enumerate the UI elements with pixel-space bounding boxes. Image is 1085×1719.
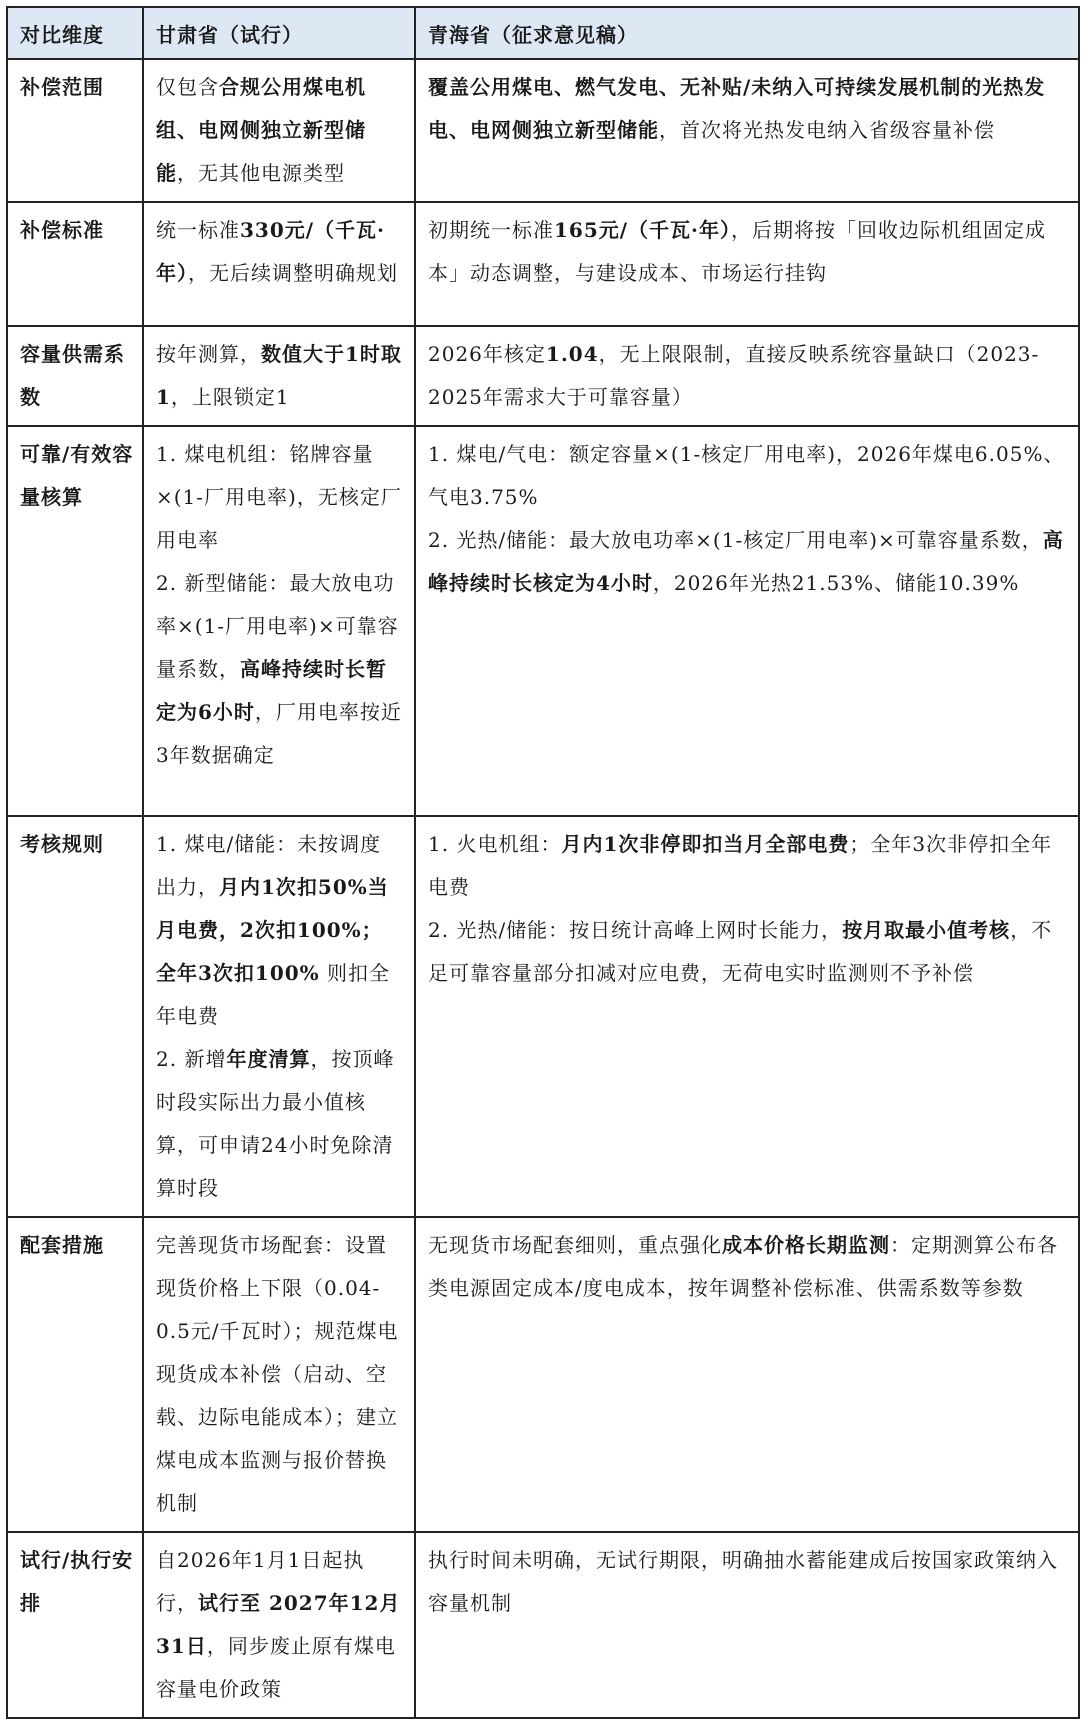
- header-gansu: 甘肃省（试行）: [143, 7, 415, 59]
- cell-paragraph: [428, 433, 1066, 519]
- text: ，后期将按「回收边际机组固定成本」动态调整，与建设成本、市场运行挂钩: [428, 218, 1047, 285]
- dimension-cell: 可靠/有效容量核算: [7, 426, 143, 816]
- cell-paragraph: [428, 1539, 1066, 1625]
- dimension-cell: 考核规则: [7, 816, 143, 1217]
- table-row: [7, 1217, 1079, 1532]
- cell-paragraph: [156, 333, 402, 419]
- header-row: [7, 7, 1079, 59]
- dimension-cell: 补偿范围: [7, 59, 143, 202]
- cell-paragraph: [428, 1224, 1066, 1310]
- gansu-cell: [143, 426, 415, 816]
- text: 自2026年1月1日起执行，: [156, 1548, 365, 1615]
- qinghai-cell: [415, 1532, 1079, 1718]
- bold-text: 成本价格长期监测: [722, 1233, 890, 1257]
- table-row: [7, 326, 1079, 426]
- bold-text: 合规公用煤电机组、电网侧独立新型储能: [156, 75, 366, 185]
- cell-paragraph: [156, 823, 402, 1038]
- gansu-cell: [143, 202, 415, 326]
- qinghai-cell: [415, 816, 1079, 1217]
- bold-text: 数值大于1时取1: [156, 342, 402, 409]
- text: ，不足可靠容量部分扣减对应电费，无荷电实时监测则不予补偿: [428, 918, 1053, 985]
- bold-text: 高峰持续时长暂定为6小时: [156, 657, 387, 724]
- text: 2. 新增: [156, 1047, 227, 1071]
- cell-paragraph: [428, 209, 1066, 295]
- dimension-cell: 容量供需系数: [7, 326, 143, 426]
- text: 统一标准: [156, 218, 240, 242]
- table-body: [7, 59, 1079, 1718]
- text: ：定期测算公布各类电源固定成本/度电成本，按年调整补偿标准、供需系数等参数: [428, 1233, 1058, 1300]
- text: ，厂用电率按近3年数据确定: [156, 700, 402, 767]
- text: 按年测算，: [156, 342, 261, 366]
- text: ，无其他电源类型: [177, 161, 345, 185]
- bold-text: 按月取最小值考核: [842, 918, 1011, 942]
- gansu-cell: [143, 59, 415, 202]
- text: 2. 光热/储能：最大放电功率×(1-核定厂用电率)×可靠容量系数，: [428, 528, 1043, 552]
- table-row: [7, 1532, 1079, 1718]
- cell-paragraph: [428, 909, 1066, 995]
- gansu-cell: [143, 816, 415, 1217]
- gansu-cell: [143, 326, 415, 426]
- bold-text: 330元/（千瓦·年）: [156, 218, 386, 285]
- cell-paragraph: [156, 66, 402, 195]
- cell-paragraph: [156, 562, 402, 777]
- text: 无现货市场配套细则，重点强化: [428, 1233, 722, 1257]
- text: ，首次将光热发电纳入省级容量补偿: [659, 118, 995, 142]
- text: ，无后续调整明确规划: [188, 261, 398, 285]
- bold-text: 覆盖公用煤电、燃气发电、无补贴/未纳入可持续发展机制的光热发电、电网侧独立新型储能: [428, 75, 1046, 142]
- text: 2026年核定: [428, 342, 546, 366]
- text: 则扣全年电费: [156, 961, 391, 1028]
- text: 1. 煤电机组：铭牌容量×(1-厂用电率)，无核定厂用电率: [156, 442, 402, 552]
- table-row: [7, 426, 1079, 816]
- qinghai-cell: [415, 59, 1079, 202]
- dimension-cell: 补偿标准: [7, 202, 143, 326]
- bold-text: 1.04: [545, 342, 599, 366]
- text: ，同步废止原有煤电容量电价政策: [156, 1634, 396, 1701]
- header-dimension: 对比维度: [7, 7, 143, 59]
- text: ；全年3次非停扣全年电费: [428, 832, 1053, 899]
- cell-paragraph: [428, 519, 1066, 605]
- text: 2. 光热/储能：按日统计高峰上网时长能力，: [428, 918, 843, 942]
- cell-paragraph: [156, 1224, 402, 1525]
- text: 1. 煤电/气电：额定容量×(1-核定厂用电率)，2026年煤电6.05%、气电3.75%: [428, 442, 1065, 509]
- table-row: [7, 59, 1079, 202]
- text: 完善现货市场配套：设置现货价格上下限（0.04-0.5元/千瓦时）；规范煤电现货成本补偿（启动、空载、边际电能成本）；建立煤电成本监测与报价替换机制: [156, 1233, 399, 1515]
- text: 1. 火电机组：: [428, 832, 562, 856]
- cell-paragraph: [156, 433, 402, 562]
- text: 2. 新型储能：最大放电功率×(1-厂用电率)×可靠容量系数，: [156, 571, 399, 681]
- bold-text: 月内1次非停即扣当月全部电费: [561, 832, 850, 856]
- text: 1. 煤电/储能：未按调度出力，: [156, 832, 382, 899]
- comparison-table: [6, 6, 1080, 1719]
- text: 执行时间未明确，无试行期限，明确抽水蓄能建成后按国家政策纳入容量机制: [428, 1548, 1058, 1615]
- gansu-cell: [143, 1217, 415, 1532]
- dimension-cell: 试行/执行安排: [7, 1532, 143, 1718]
- cell-paragraph: [428, 66, 1066, 152]
- qinghai-cell: [415, 202, 1079, 326]
- bold-text: 高峰持续时长核定为4小时: [428, 528, 1064, 595]
- text: ，无上限限制，直接反映系统容量缺口（2023-2025年需求大于可靠容量）: [428, 342, 1040, 409]
- table-row: [7, 202, 1079, 326]
- text: ，按顶峰时段实际出力最小值核算，可申请24小时免除清算时段: [156, 1047, 395, 1200]
- cell-paragraph: [428, 823, 1066, 909]
- text: 仅包含: [156, 75, 219, 99]
- bold-text: 165元/（千瓦·年）: [554, 218, 732, 242]
- gansu-cell: [143, 1532, 415, 1718]
- text: ，2026年光热21.53%、储能10.39%: [652, 571, 1020, 595]
- text: ，上限锁定1: [170, 385, 290, 409]
- dimension-cell: 配套措施: [7, 1217, 143, 1532]
- cell-paragraph: [156, 209, 402, 295]
- cell-paragraph: [428, 333, 1066, 419]
- table-row: [7, 816, 1079, 1217]
- header-qinghai: 青海省（征求意见稿）: [415, 7, 1079, 59]
- qinghai-cell: [415, 1217, 1079, 1532]
- bold-text: 年度清算: [226, 1047, 311, 1071]
- cell-paragraph: [156, 1038, 402, 1210]
- qinghai-cell: [415, 326, 1079, 426]
- bold-text: 月内1次扣50%当月电费，2次扣100%；全年3次扣100%: [156, 875, 389, 985]
- text: 初期统一标准: [428, 218, 554, 242]
- bold-text: 试行至 2027年12月31日: [156, 1591, 401, 1658]
- qinghai-cell: [415, 426, 1079, 816]
- cell-paragraph: [156, 1539, 402, 1711]
